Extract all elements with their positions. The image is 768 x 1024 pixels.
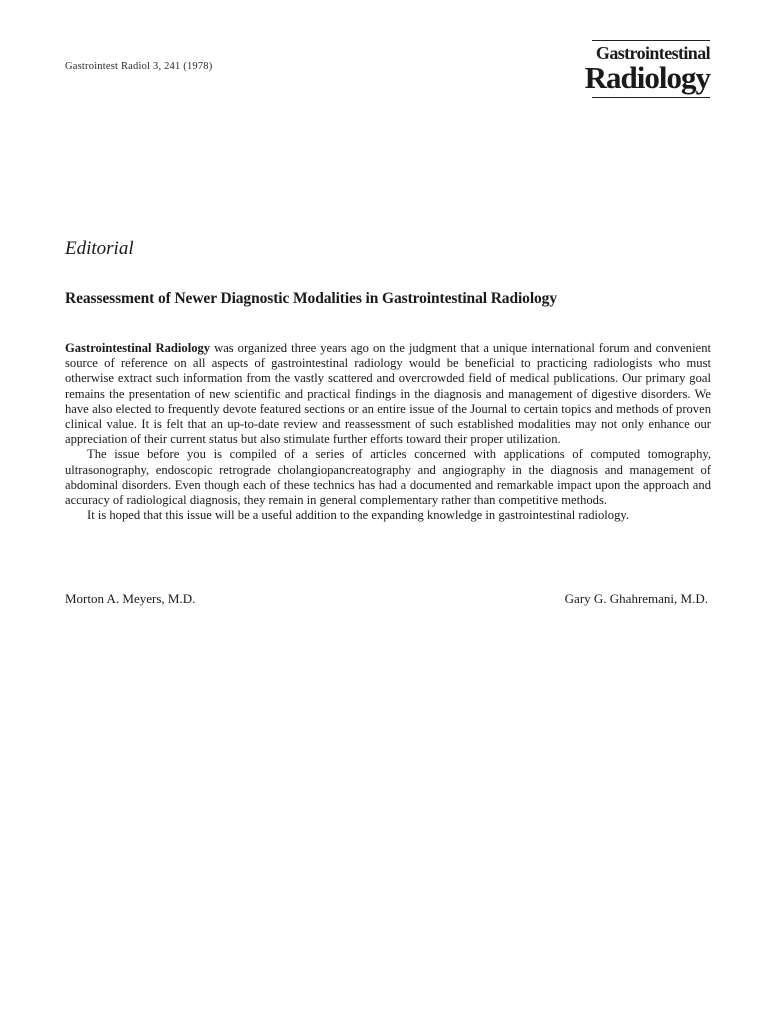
paragraph-3: It is hoped that this issue will be a useful addition to the expanding knowledge in gastrointestinal radiology. [87, 508, 630, 523]
paragraph-1-text: was organized three years ago on the judgment that a unique international forum and convenient source of reference on all aspects of gastrointestinal radiology would be beneficial to practicing radiologists who must otherwise extract such information from the vastly scattered and overcrowded field of medical publications. Our primary goal remains the presentation of new scientific and practical findings in the diagnosis and management of digestive disorders. We have also elected to frequently devote featured sections or an entire issue of the Journal to certain topics and methods of proven clinical value. It is felt that an up-to-date review and reassessment of such established modalities may not only enhance our appreciation of their current status but also stimulate further efforts toward their proper utilization. [65, 341, 711, 447]
signature-left: Morton A. Meyers, M.D. [65, 591, 196, 606]
masthead-line2: Radiology [584, 60, 710, 95]
signature-right: Gary G. Ghahremani, M.D. [564, 591, 708, 606]
masthead-bottom-rule [592, 97, 710, 98]
journal-citation: Gastrointest Radiol 3, 241 (1978) [65, 61, 213, 72]
paragraph-1-lead: Gastrointestinal Radiology [65, 341, 211, 355]
masthead-top-rule [592, 40, 710, 41]
journal-masthead [580, 40, 710, 98]
masthead-line1: Gastrointestinal [595, 43, 710, 63]
paragraph-2: The issue before you is compiled of a series of articles concerned with applications of computed tomography, ultrasonography, endoscopic retrograde cholangiopancreatography and angiography in the diagnosis and management of abdominal disorders. Even though each of these technics has had a documented and remarkable impact upon the approach and accuracy of radiological diagnosis, they remain in general complementary rather than competitive methods. [65, 447, 711, 508]
section-label: Editorial [65, 238, 134, 259]
paragraph-1 [65, 341, 711, 447]
article-title: Reassessment of Newer Diagnostic Modalities in Gastrointestinal Radiology [65, 290, 557, 307]
article-body [65, 341, 711, 523]
